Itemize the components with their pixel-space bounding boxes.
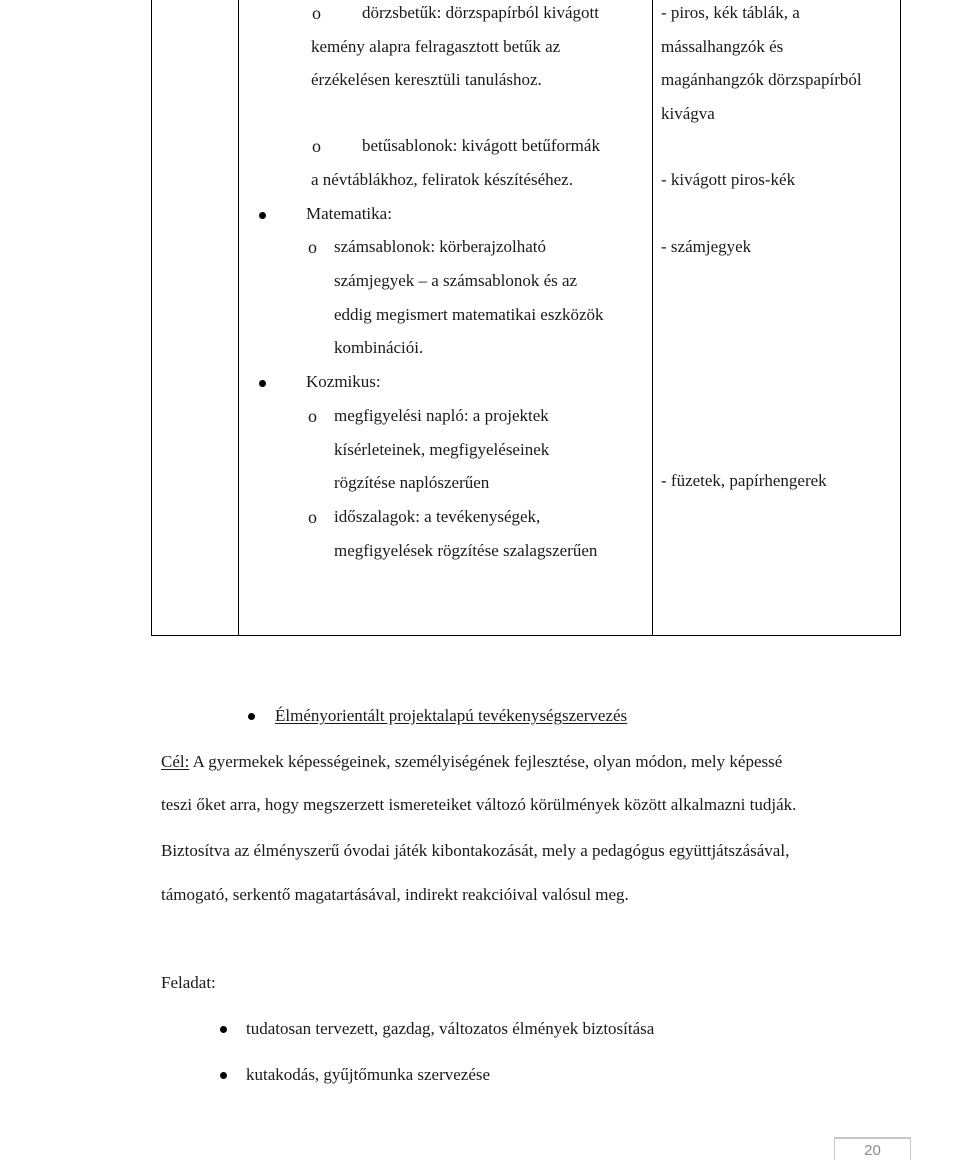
- goal-label: Cél:: [161, 752, 190, 771]
- material-text: mássalhangzók és: [661, 37, 784, 56]
- bullet-dot-icon: [248, 713, 255, 720]
- list-item-text: megfigyelési napló: a projektek: [334, 406, 549, 425]
- list-item-text: betűsablonok: kivágott betűformák: [362, 136, 600, 155]
- goal-paragraph-line: támogató, serkentő magatartásával, indirekt reakcióival valósul meg.: [161, 885, 629, 904]
- list-item-text: érzékelésen keresztüli tanuláshoz.: [311, 70, 542, 89]
- task-label: Feladat:: [161, 973, 216, 992]
- list-item-text: dörzsbetűk: dörzspapírból kivágott: [362, 3, 600, 22]
- bullet-dot-icon: [220, 1026, 227, 1033]
- page-number: 20: [864, 1142, 881, 1159]
- table-divider-1: [238, 0, 239, 636]
- goal-paragraph-line: teszi őket arra, hogy megszerzett ismereteiket változó körülmények között alkalmazni tudják.: [161, 795, 797, 814]
- material-text: kivágva: [661, 104, 715, 123]
- subject-heading: Kozmikus:: [306, 372, 381, 391]
- section-heading: Élményorientált projektalapú tevékenységszervezés: [275, 706, 628, 725]
- table-border-left: [151, 0, 152, 636]
- material-text: - piros, kék táblák, a: [661, 3, 800, 22]
- list-item-text: megfigyelések rögzítése szalagszerűen: [334, 541, 598, 560]
- list-item-text: számjegyek – a számsablonok és az: [334, 271, 578, 290]
- task-item: kutakodás, gyűjtőmunka szervezése: [246, 1065, 491, 1084]
- list-item-text: eddig megismert matematikai eszközök: [334, 305, 604, 324]
- list-item-text: számsablonok: körberajzolható: [334, 237, 546, 256]
- circle-bullet-icon: o: [308, 507, 317, 527]
- list-item-text: kísérleteinek, megfigyeléseinek: [334, 440, 550, 459]
- subject-heading: Matematika:: [306, 204, 392, 223]
- bullet-dot-icon: [259, 212, 266, 219]
- table-divider-2: [652, 0, 653, 636]
- circle-bullet-icon: o: [312, 3, 321, 23]
- circle-bullet-icon: o: [308, 406, 317, 426]
- circle-bullet-icon: o: [308, 237, 317, 257]
- table-border-right: [900, 0, 901, 636]
- bullet-dot-icon: [220, 1072, 227, 1079]
- material-text: - füzetek, papírhengerek: [661, 471, 827, 490]
- list-item-text: kemény alapra felragasztott betűk az: [311, 37, 561, 56]
- material-text: - számjegyek: [661, 237, 752, 256]
- goal-text: A gyermekek képességeinek, személyiségének fejlesztése, olyan módon, mely képessé: [189, 752, 783, 771]
- list-item-text: a névtáblákhoz, feliratok készítéséhez.: [311, 170, 573, 189]
- goal-paragraph-line: Biztosítva az élményszerű óvodai játék kibontakozását, mely a pedagógus együttjátszásával,: [161, 841, 790, 860]
- material-text: magánhangzók dörzspapírból: [661, 70, 862, 89]
- table-border-bottom: [151, 635, 901, 636]
- circle-bullet-icon: o: [312, 136, 321, 156]
- page-number-box: [834, 1137, 911, 1160]
- material-text: - kivágott piros-kék: [661, 170, 796, 189]
- goal-paragraph-line: [161, 752, 782, 772]
- list-item-text: időszalagok: a tevékenységek,: [334, 507, 541, 526]
- task-item: tudatosan tervezett, gazdag, változatos élmények biztosítása: [246, 1019, 655, 1038]
- list-item-text: kombinációi.: [334, 338, 424, 357]
- list-item-text: rögzítése naplószerűen: [334, 473, 490, 492]
- bullet-dot-icon: [259, 380, 266, 387]
